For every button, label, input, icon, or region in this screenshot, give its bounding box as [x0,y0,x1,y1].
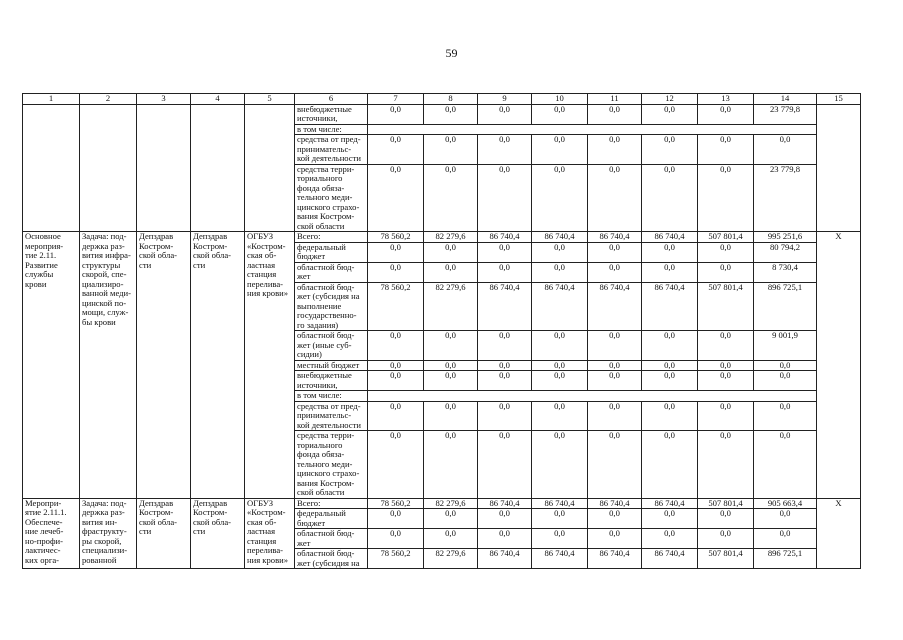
amount-cell: 0,0 [532,529,588,549]
amount-cell: 82 279,6 [424,232,478,243]
amount-cell: 0,0 [642,360,698,371]
block1-row [23,232,861,243]
amount-cell: 86 740,4 [532,498,588,509]
amount-cell: 0,0 [424,104,478,124]
funding-source: федеральный бюджет [295,242,368,262]
amount-cell: 0,0 [642,242,698,262]
amount-cell: 82 279,6 [424,549,478,569]
amount-cell: 86 740,4 [642,282,698,331]
amount-cell: 0,0 [368,431,424,499]
header-cell-13: 13 [698,94,754,105]
amount-cell: 0,0 [424,401,478,431]
amount-cell: 86 740,4 [532,282,588,331]
header-cell-1: 1 [23,94,80,105]
funding-source: средства от пред- принимательс- кой деятельности [295,135,368,165]
measure-name: Основное мероприя- тие 2.11. Развитие службы крови [23,232,80,499]
col15-mark: X [817,498,861,569]
amount-cell: 507 801,4 [698,498,754,509]
amount-cell: 0,0 [532,104,588,124]
amount-cell: 507 801,4 [698,282,754,331]
measure-name: Меропри- ятие 2.11.1. Обеспече- ние лечеб- но-профи- лактичес- ких орга- [23,498,80,569]
amount-cell: 0,0 [478,360,532,371]
amount-cell: 0,0 [532,509,588,529]
amount-cell: 82 279,6 [424,498,478,509]
amount-cell: 78 560,2 [368,282,424,331]
amount-cell: 0,0 [588,529,642,549]
amount-cell: 0,0 [642,371,698,391]
funding-source: областной бюд- жет (субсидия на выполнение государственно- го задания) [295,282,368,331]
amount-cell: 78 560,2 [368,232,424,243]
amount-cell: 0,0 [642,331,698,361]
header-row [23,94,861,105]
amount-cell: 0,0 [698,164,754,232]
amount-cell: 82 279,6 [424,282,478,331]
amount-cell: 0,0 [478,529,532,549]
amount-cell: 0,0 [698,104,754,124]
amount-cell: 0,0 [698,529,754,549]
amount-cell: 0,0 [698,371,754,391]
amount-cell: 0,0 [642,135,698,165]
amount-cell: 78 560,2 [368,498,424,509]
amount-cell: 0,0 [478,431,532,499]
amount-cell: 9 001,9 [754,331,817,361]
amount-cell: 0,0 [588,331,642,361]
amount-cell: 0,0 [588,135,642,165]
amount-cell: 0,0 [588,509,642,529]
amount-cell: 905 663,4 [754,498,817,509]
funding-source: средства от пред- принимательс- кой деятельности [295,401,368,431]
header-cell-15: 15 [817,94,861,105]
col4-blank [191,104,245,232]
amount-cell: 86 740,4 [642,549,698,569]
budget-table [22,93,861,569]
amount-cell: 0,0 [424,262,478,282]
amount-cell: 0,0 [532,135,588,165]
amount-cell: 0,0 [478,135,532,165]
col2-blank [80,104,137,232]
amount-cell: 0,0 [698,262,754,282]
amount-cell: 0,0 [642,104,698,124]
participant: ОГБУЗ «Костром- ская об- ластная станция перелива- ния крови» [245,232,295,499]
amount-cell: 0,0 [478,164,532,232]
funding-source: федеральный бюджет [295,509,368,529]
col5-blank [245,104,295,232]
header-cell-14: 14 [754,94,817,105]
header-cell-3: 3 [137,94,191,105]
header-cell-12: 12 [642,94,698,105]
amount-cell: 0,0 [424,431,478,499]
amount-cell: 86 740,4 [642,232,698,243]
amount-cell: 0,0 [754,509,817,529]
header-cell-8: 8 [424,94,478,105]
header-cell-5: 5 [245,94,295,105]
col3-blank [137,104,191,232]
amount-cell: 0,0 [478,242,532,262]
amount-cell: 0,0 [754,360,817,371]
amount-cell: 0,0 [698,135,754,165]
amount-cell: 0,0 [368,401,424,431]
header-cell-6: 6 [295,94,368,105]
amount-cell: 80 794,2 [754,242,817,262]
amount-cell: 86 740,4 [532,549,588,569]
funding-source: областной бюд- жет (иные суб- сидии) [295,331,368,361]
amount-cell: 0,0 [754,371,817,391]
amount-cell: 0,0 [424,509,478,529]
amount-cell: 0,0 [368,262,424,282]
amount-cell: 0,0 [642,509,698,529]
participant: ОГБУЗ «Костром- ская об- ластная станция перелива- ния крови» [245,498,295,569]
amount-cell: 0,0 [478,371,532,391]
amount-cell: 0,0 [368,509,424,529]
amount-cell: 86 740,4 [478,549,532,569]
responsible: Депздрав Костром- ской обла- сти [137,498,191,569]
amount-cell: 0,0 [754,135,817,165]
amount-cell: 0,0 [642,431,698,499]
amount-cell: 0,0 [424,135,478,165]
amount-cell: 23 779,8 [754,164,817,232]
funding-source: в том числе: [295,124,368,135]
empty-cell [368,124,817,135]
amount-cell: 507 801,4 [698,232,754,243]
amount-cell: 0,0 [424,164,478,232]
amount-cell: 0,0 [642,164,698,232]
amount-cell: 0,0 [424,371,478,391]
amount-cell: 86 740,4 [478,232,532,243]
amount-cell: 0,0 [588,360,642,371]
amount-cell: 0,0 [754,401,817,431]
amount-cell: 0,0 [588,242,642,262]
header-cell-9: 9 [478,94,532,105]
co-executor: Депздрав Костром- ской обла- сти [191,498,245,569]
amount-cell: 0,0 [478,331,532,361]
funding-source: Всего: [295,498,368,509]
col15-blank [817,104,861,232]
amount-cell: 995 251,6 [754,232,817,243]
amount-cell: 896 725,1 [754,282,817,331]
amount-cell: 0,0 [532,360,588,371]
header-cell-11: 11 [588,94,642,105]
amount-cell: 0,0 [478,401,532,431]
amount-cell: 86 740,4 [532,232,588,243]
amount-cell: 0,0 [698,509,754,529]
empty-cell [368,391,817,402]
amount-cell: 0,0 [368,164,424,232]
amount-cell: 0,0 [588,164,642,232]
amount-cell: 0,0 [478,509,532,529]
amount-cell: 0,0 [424,529,478,549]
amount-cell: 0,0 [368,104,424,124]
amount-cell: 0,0 [368,242,424,262]
amount-cell: 0,0 [532,431,588,499]
funding-source: в том числе: [295,391,368,402]
amount-cell: 0,0 [368,135,424,165]
amount-cell: 896 725,1 [754,549,817,569]
amount-cell: 86 740,4 [588,549,642,569]
amount-cell: 23 779,8 [754,104,817,124]
amount-cell: 0,0 [532,242,588,262]
amount-cell: 0,0 [532,331,588,361]
amount-cell: 0,0 [698,431,754,499]
task: Задача: под- держка раз- вития инфра- структуры скорой, спе- циализиро- ванной меди- цинской по- мощи, служ- бы крови [80,232,137,499]
amount-cell: 78 560,2 [368,549,424,569]
amount-cell: 0,0 [588,431,642,499]
task: Задача: под- держка раз- вития ин- фраструкту- ры скорой, специализи- рованной [80,498,137,569]
amount-cell: 0,0 [478,104,532,124]
amount-cell: 0,0 [642,401,698,431]
amount-cell: 0,0 [532,164,588,232]
amount-cell: 0,0 [424,242,478,262]
header-cell-2: 2 [80,94,137,105]
amount-cell: 0,0 [698,331,754,361]
page-number: 59 [445,46,458,60]
amount-cell: 0,0 [532,401,588,431]
amount-cell: 86 740,4 [478,282,532,331]
amount-cell: 0,0 [588,262,642,282]
amount-cell: 0,0 [588,371,642,391]
funding-source: областной бюд- жет [295,529,368,549]
funding-source: Всего: [295,232,368,243]
amount-cell: 86 740,4 [478,498,532,509]
amount-cell: 0,0 [368,371,424,391]
block2-row [23,498,861,509]
funding-source: областной бюд- жет [295,262,368,282]
amount-cell: 0,0 [588,104,642,124]
amount-cell: 86 740,4 [642,498,698,509]
amount-cell: 0,0 [642,262,698,282]
co-executor: Депздрав Костром- ской обла- сти [191,232,245,499]
amount-cell: 0,0 [698,401,754,431]
funding-source: областной бюд- жет (субсидия на [295,549,368,569]
amount-cell: 0,0 [754,529,817,549]
col15-mark: X [817,232,861,499]
amount-cell: 0,0 [424,360,478,371]
header-cell-7: 7 [368,94,424,105]
funding-source: средства терри- ториального фонда обяза- тельного меди- цинского страхо- вания Костром- ской области [295,164,368,232]
funding-source: внебюджетные источники, [295,371,368,391]
amount-cell: 0,0 [424,331,478,361]
responsible: Депздрав Костром- ской обла- сти [137,232,191,499]
amount-cell: 0,0 [368,529,424,549]
amount-cell: 86 740,4 [588,498,642,509]
amount-cell: 8 730,4 [754,262,817,282]
amount-cell: 0,0 [754,431,817,499]
amount-cell: 0,0 [368,360,424,371]
amount-cell: 0,0 [698,360,754,371]
col1-blank [23,104,80,232]
amount-cell: 0,0 [532,262,588,282]
funding-source: внебюджетные источники, [295,104,368,124]
amount-cell: 0,0 [478,262,532,282]
header-cell-4: 4 [191,94,245,105]
amount-cell: 0,0 [532,371,588,391]
amount-cell: 0,0 [642,529,698,549]
amount-cell: 86 740,4 [588,232,642,243]
funding-source: местный бюджет [295,360,368,371]
amount-cell: 0,0 [368,331,424,361]
amount-cell: 507 801,4 [698,549,754,569]
funding-source: средства терри- ториального фонда обяза- тельного меди- цинского страхо- вания Костром- ской области [295,431,368,499]
cont-row [23,104,861,124]
amount-cell: 0,0 [588,401,642,431]
amount-cell: 0,0 [698,242,754,262]
amount-cell: 86 740,4 [588,282,642,331]
header-cell-10: 10 [532,94,588,105]
